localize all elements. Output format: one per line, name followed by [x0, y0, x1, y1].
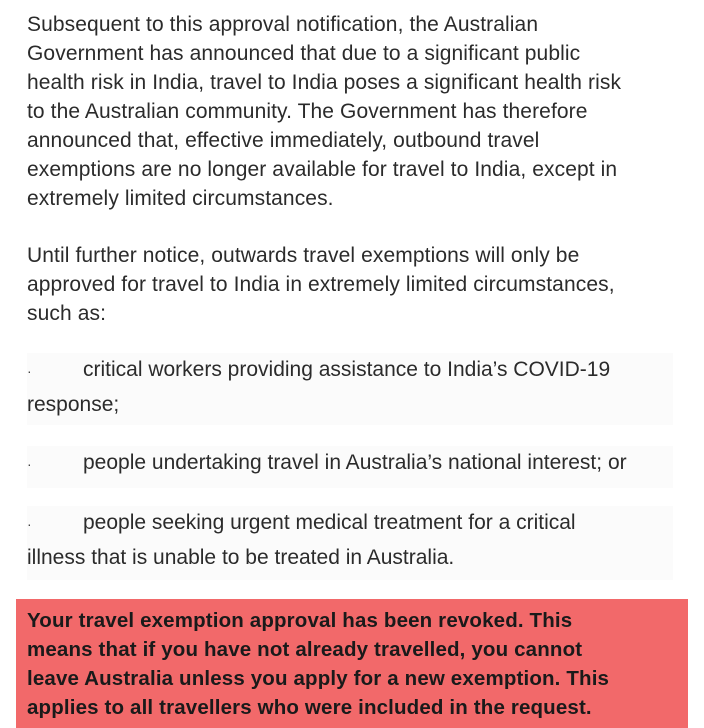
list-item-text: people seeking urgent medical treatment for a critical: [83, 511, 576, 534]
paragraph-until-further-notice: Until further notice, outwards travel exemptions will only be approved for travel to India in extremely limited circumstances, such as:: [27, 244, 615, 325]
list-item: [27, 353, 673, 425]
list-item-continuation: response;: [27, 393, 120, 416]
bullet-icon: ·: [27, 363, 32, 379]
revocation-alert-text: Your travel exemption approval has been revoked. This means that if you have not already travelled, you cannot leave Australia unless you apply for a new exemption. This applies to all travellers who were included in the request.: [27, 609, 610, 719]
bullet-icon: ·: [27, 456, 32, 472]
list-item: [27, 446, 673, 488]
bullet-icon: ·: [27, 516, 32, 532]
revocation-alert-box: [16, 599, 688, 728]
list-item-text: people undertaking travel in Australia’s national interest; or: [83, 451, 627, 474]
list-item-text: critical workers providing assistance to India’s COVID-19: [83, 358, 611, 381]
list-item: [27, 506, 673, 580]
list-item-continuation: illness that is unable to be treated in Australia.: [27, 546, 455, 569]
paragraph-government-announcement: Subsequent to this approval notification, the Australian Government has announced that due to a significant public health risk in India, travel to India poses a significant health risk to the Australian community. The Government has therefore announced that, effective immediately, outbound travel exemptions are no longer available for travel to India, except in extremely limited circumstances.: [27, 13, 622, 210]
